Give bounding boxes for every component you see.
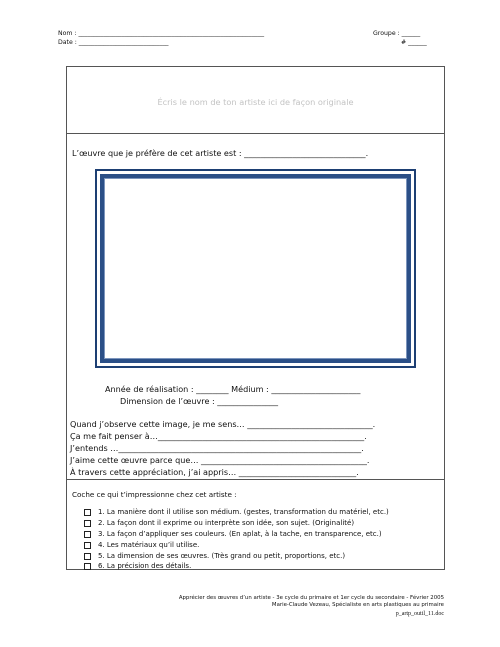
checklist-item-label: 3. La façon d’appliquer ses couleurs. (En aplat, à la tache, en transparence, etc.) [98, 530, 382, 538]
dimension-line[interactable]: Dimension de l’œuvre : _______________ [120, 396, 279, 406]
checkbox[interactable] [84, 553, 91, 560]
checklist-item[interactable] [84, 541, 199, 549]
footer-filename: p_artp_outil_11.doc [395, 611, 444, 617]
checklist-item-label: 2. La façon dont il exprime ou interprète son idée, son sujet. (Originalité) [98, 519, 355, 527]
worksheet-frame [66, 66, 445, 570]
checklist-item[interactable] [84, 562, 191, 570]
section-divider-bottom [67, 479, 444, 480]
artwork-image-area [100, 174, 411, 363]
checkbox[interactable] [84, 520, 91, 527]
checklist-item-label: 5. La dimension de ses œuvres. (Très grand ou petit, proportions, etc.) [98, 552, 346, 560]
section-divider-top [67, 133, 444, 134]
checklist-item[interactable] [84, 530, 382, 538]
reflection-line-like[interactable]: J’aime cette œuvre parce que… _________________________________________. [70, 455, 370, 465]
checklist-item-label: 4. Les matériaux qu’il utilise. [98, 541, 200, 549]
checklist-item[interactable] [84, 552, 345, 560]
checkbox[interactable] [84, 563, 91, 570]
reflection-line-learned[interactable]: À travers cette appréciation, j’ai appris… _____________________________. [70, 467, 359, 477]
favorite-artwork-line[interactable]: L’œuvre que je préfère de cet artiste est : ______________________________. [72, 148, 369, 158]
artwork-image-frame[interactable] [95, 169, 416, 368]
number-field-line[interactable]: # ______ [401, 39, 427, 46]
date-field-line[interactable]: Date : _____________________________ [58, 39, 169, 46]
reflection-line-feel[interactable]: Quand j’observe cette image, je me sens… _______________________________. [70, 419, 376, 429]
group-field-line[interactable]: Groupe : ______ [373, 30, 421, 37]
reflection-line-think[interactable]: Ça me fait penser à…___________________________________________________. [70, 431, 367, 441]
checklist-item[interactable] [84, 508, 389, 516]
footer-course-info: Apprécier des œuvres d’un artiste - 3e cycle du primaire et 1er cycle du secondaire - Février 2005 [178, 595, 444, 601]
name-field-line[interactable]: Nom : ____________________________________________________________ [58, 30, 265, 37]
checklist-title: Coche ce qui t’impressionne chez cet artiste : [72, 490, 237, 499]
checkbox[interactable] [84, 509, 91, 516]
checklist-item-label: 6. La précision des détails. [98, 562, 192, 570]
checkbox[interactable] [84, 531, 91, 538]
checklist-item[interactable] [84, 519, 354, 527]
checkbox[interactable] [84, 542, 91, 549]
artist-name-placeholder[interactable]: Écris le nom de ton artiste ici de façon originale [157, 97, 354, 107]
year-medium-line[interactable]: Année de réalisation : ________ Médium : ______________________ [105, 384, 361, 394]
reflection-line-hear[interactable]: J’entends …____________________________________________________________. [70, 443, 364, 453]
footer-author: Marie-Claude Vezeau, Spécialiste en arts plastiques au primaire [271, 602, 444, 608]
checklist-item-label: 1. La manière dont il utilise son médium. (gestes, transformation du matériel, etc.) [98, 508, 389, 516]
